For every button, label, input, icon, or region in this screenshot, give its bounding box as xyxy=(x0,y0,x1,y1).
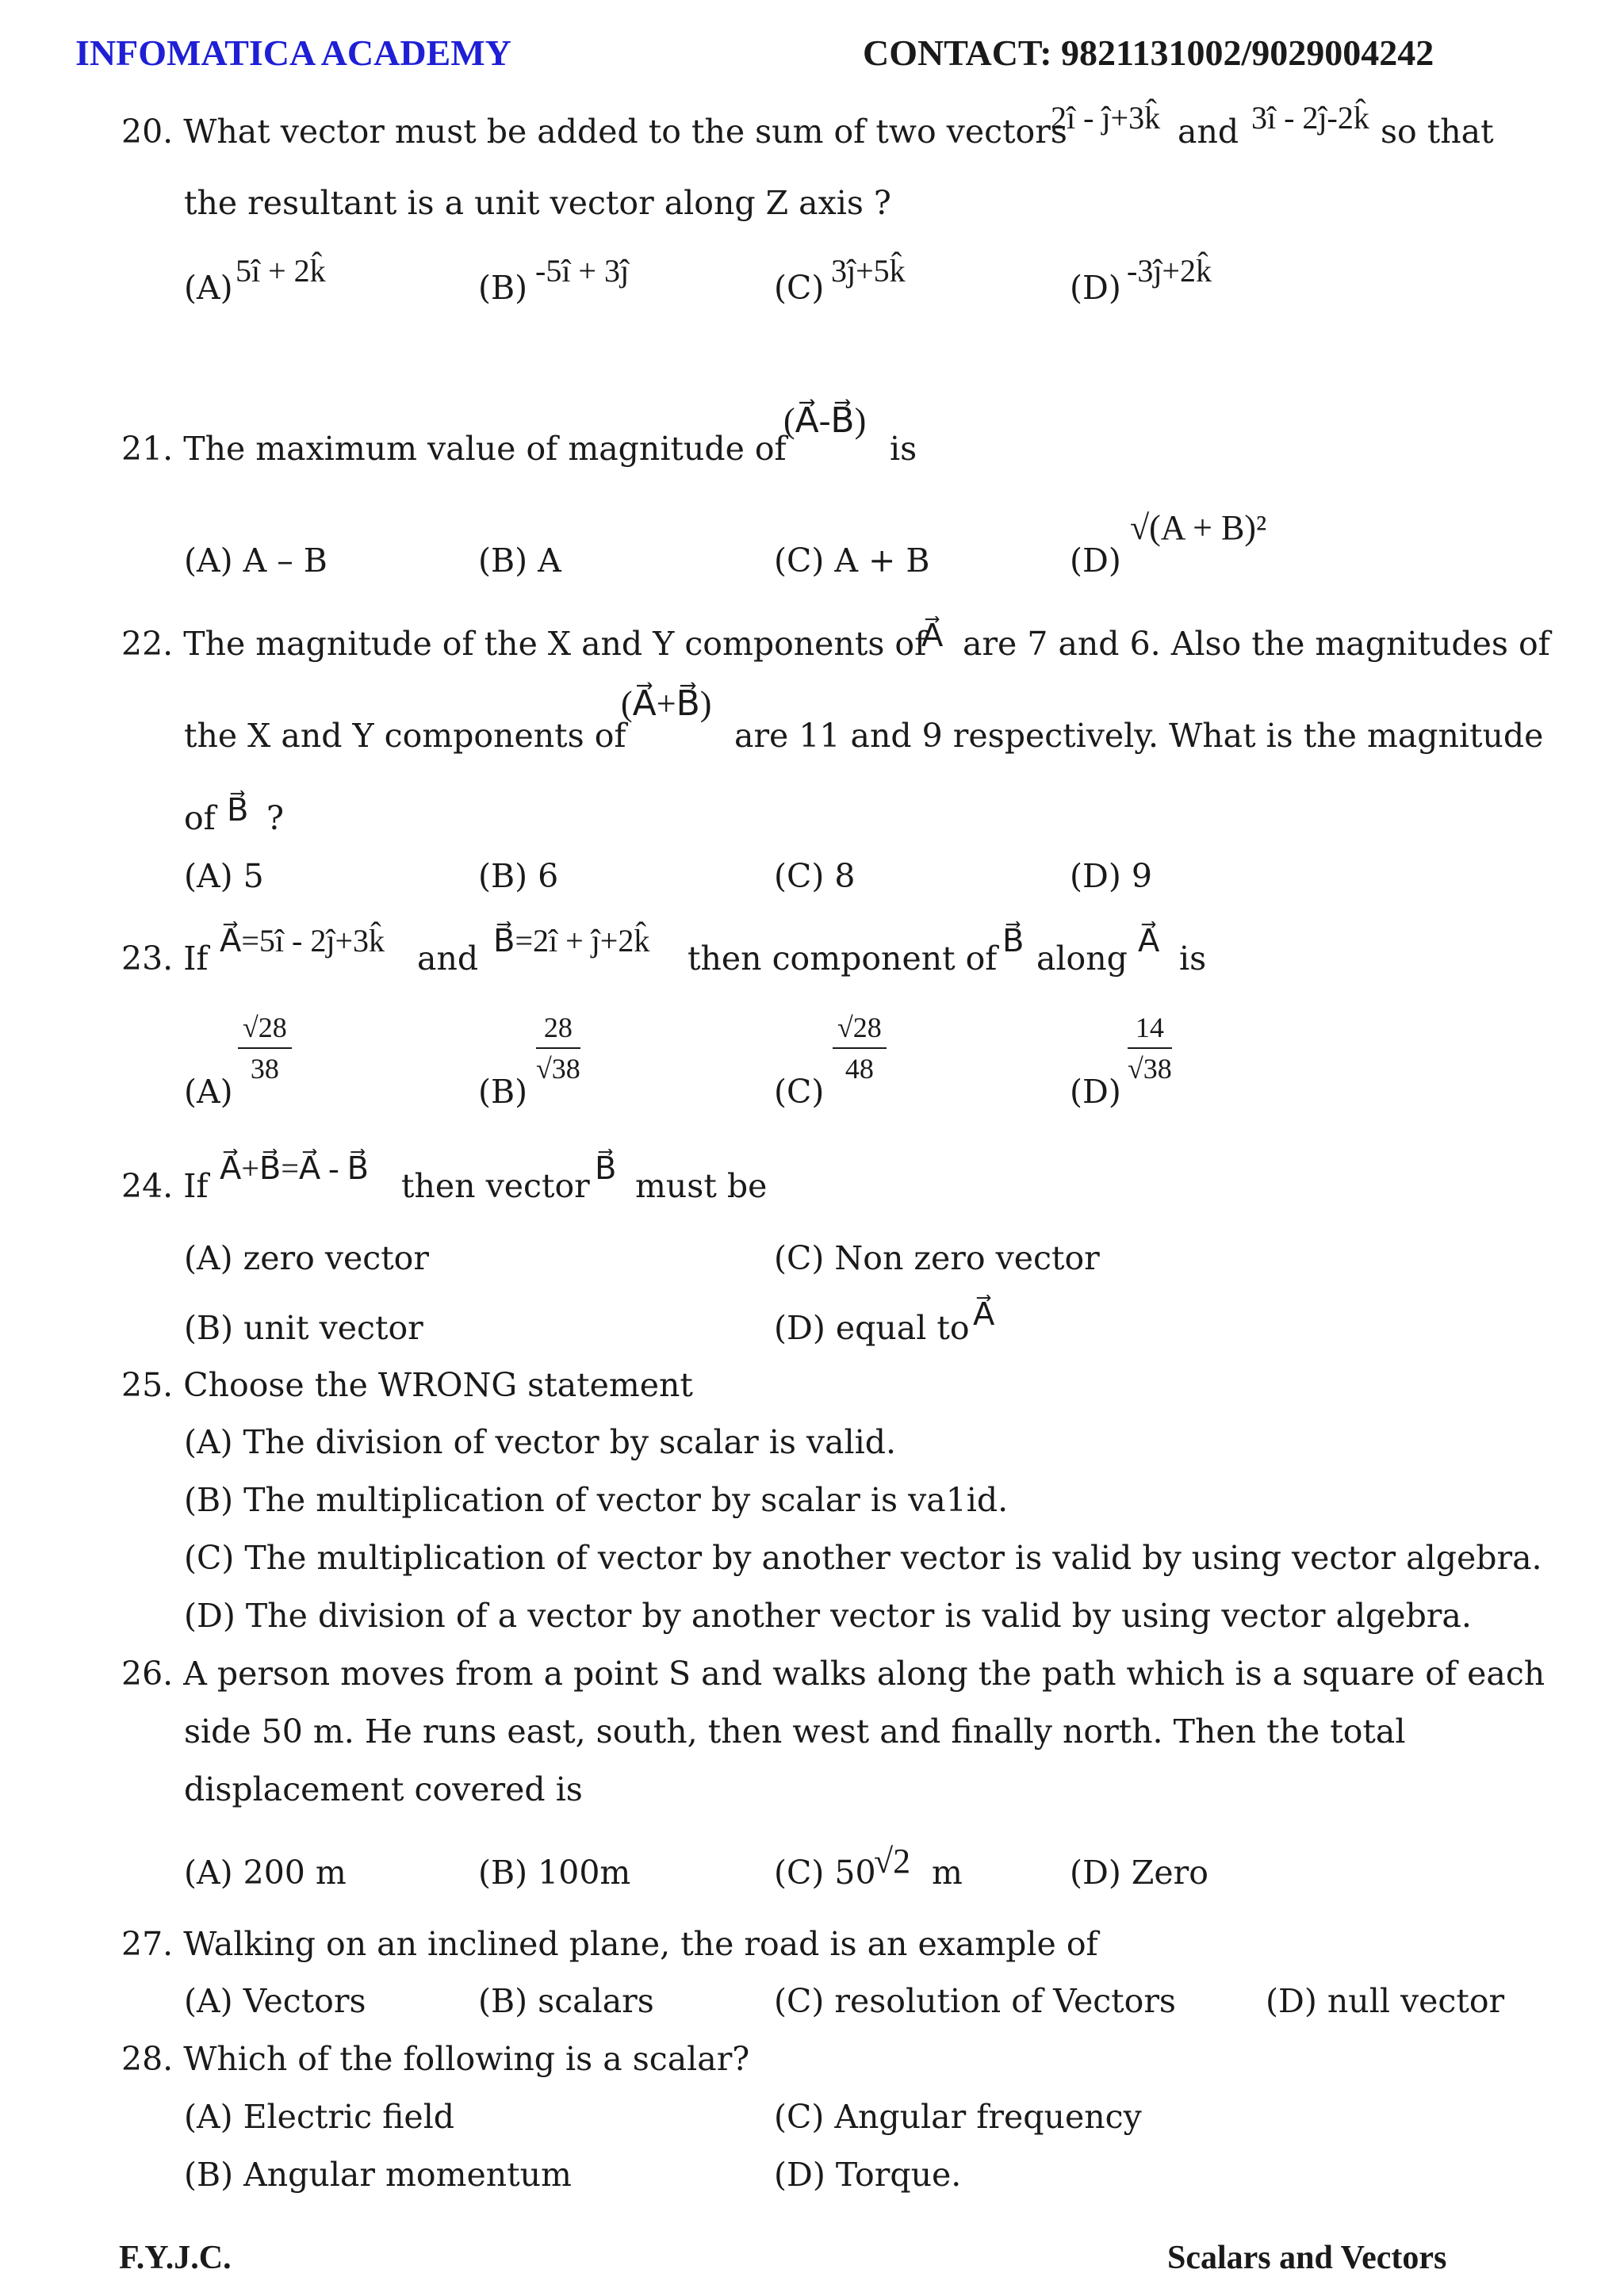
q22-option-b[interactable]: (B) 6 xyxy=(478,857,559,895)
q22-expression: (A⃗+B⃗) xyxy=(621,684,712,723)
q22-vector-a: A⃗ xyxy=(921,618,944,653)
q23-option-b-label[interactable]: (B) xyxy=(478,1073,528,1111)
q20-option-d-value: -3ĵ+2k̂ xyxy=(1127,253,1212,289)
q22-line2-end: are 11 and 9 respectively. What is the magnitude xyxy=(734,717,1544,755)
q21-stem: 21. The maximum value of magnitude of xyxy=(121,430,787,468)
q26-stem-line1: 26. A person moves from a point S and walks along the path which is a square of each xyxy=(121,1655,1545,1693)
q25-stem: 25. Choose the WRONG statement xyxy=(121,1366,693,1404)
q26-option-c-unit: m xyxy=(932,1854,963,1892)
q23-is: is xyxy=(1179,939,1207,978)
q20-option-c-label[interactable]: (C) xyxy=(774,269,825,307)
q21-stem-tail: is xyxy=(890,430,917,468)
q27-option-a[interactable]: (A) Vectors xyxy=(184,1982,366,2020)
q25-option-c[interactable]: (C) The multiplication of vector by another vector is valid by using vector algebra. xyxy=(184,1539,1542,1577)
q23-option-c-fraction xyxy=(833,1011,887,1085)
q20-and: and xyxy=(1178,113,1239,151)
q28-stem: 28. Which of the following is a scalar? xyxy=(121,2040,750,2078)
q20-option-b-label[interactable]: (B) xyxy=(478,269,528,307)
q24-stem-mid: then vector xyxy=(401,1167,590,1205)
q22-option-c[interactable]: (C) 8 xyxy=(774,857,856,895)
q23-vector-b: B⃗ xyxy=(1002,923,1025,959)
footer-chapter: Scalars and Vectors xyxy=(1167,2240,1447,2276)
q24-option-d-vector: A⃗ xyxy=(973,1296,995,1332)
q23-and: and xyxy=(417,939,479,978)
q22-line3-start: of xyxy=(184,799,216,837)
q24-option-a[interactable]: (A) zero vector xyxy=(184,1239,429,1277)
q23-vector-b-expression: B⃗=2î + ĵ+2k̂ xyxy=(493,923,650,959)
q22-line1-start: 22. The magnitude of the X and Y components of xyxy=(121,625,927,663)
q26-option-c-root: √2 xyxy=(874,1842,911,1881)
q23-option-b-numerator: 28 xyxy=(536,1011,580,1049)
q26-option-a[interactable]: (A) 200 m xyxy=(184,1854,347,1892)
q23-option-d-denominator: √38 xyxy=(1128,1053,1172,1085)
academy-name: INFOMATICA ACADEMY xyxy=(75,33,511,73)
q23-vector-a: A⃗ xyxy=(1138,923,1160,959)
q20-option-b-value: -5î + 3ĵ xyxy=(535,253,630,289)
q23-option-d-numerator: 14 xyxy=(1128,1011,1172,1049)
q24-option-c[interactable]: (C) Non zero vector xyxy=(774,1239,1100,1277)
q23-option-c-numerator: √28 xyxy=(833,1011,887,1049)
q20-option-d-label[interactable]: (D) xyxy=(1070,269,1121,307)
q20-option-a-value: 5î + 2k̂ xyxy=(236,253,326,289)
q25-option-a[interactable]: (A) The division of vector by scalar is valid. xyxy=(184,1423,897,1461)
q20-vector-2: 3î - 2ĵ-2k̂ xyxy=(1251,100,1369,136)
q20-option-c-value: 3ĵ+5k̂ xyxy=(831,253,906,289)
q23-if: 23. If xyxy=(121,939,209,978)
q24-vector-b: B⃗ xyxy=(595,1150,617,1186)
q21-option-a[interactable]: (A) A – B xyxy=(184,541,327,580)
q22-line2-start: the X and Y components of xyxy=(184,717,626,755)
q21-expression: (A⃗-B⃗) xyxy=(783,401,867,440)
q23-option-a-fraction xyxy=(238,1011,292,1085)
q24-option-d[interactable]: (D) equal to xyxy=(774,1309,970,1347)
q21-option-d-value: √(A + B)² xyxy=(1130,508,1267,547)
q22-line3-end: ? xyxy=(266,799,284,837)
q21-option-d-label[interactable]: (D) xyxy=(1070,541,1121,580)
q25-option-b[interactable]: (B) The multiplication of vector by scalar is va1id. xyxy=(184,1481,1009,1519)
q23-option-b-denominator: √38 xyxy=(536,1053,580,1085)
q24-option-b[interactable]: (B) unit vector xyxy=(184,1309,423,1347)
q20-stem-line2: the resultant is a unit vector along Z axis ? xyxy=(184,184,891,222)
q23-vector-a-expression: A⃗=5î - 2ĵ+3k̂ xyxy=(220,923,385,959)
q22-vector-b: B⃗ xyxy=(227,792,249,828)
q23-option-d-label[interactable]: (D) xyxy=(1070,1073,1121,1111)
q23-option-c-label[interactable]: (C) xyxy=(774,1073,825,1111)
q23-option-a-numerator: √28 xyxy=(238,1011,292,1049)
q26-option-c[interactable]: (C) 50 xyxy=(774,1854,876,1892)
q24-expression: A⃗+B⃗=A⃗ - B⃗ xyxy=(220,1150,370,1186)
q24-if: 24. If xyxy=(121,1167,209,1205)
contact-info: CONTACT: 9821131002/9029004242 xyxy=(863,33,1434,73)
q22-option-d[interactable]: (D) 9 xyxy=(1070,857,1152,895)
q26-stem-line3: displacement covered is xyxy=(184,1770,583,1808)
q20-stem-line1: 20. What vector must be added to the sum of two vectors xyxy=(121,113,1067,151)
q21-option-c[interactable]: (C) A + B xyxy=(774,541,930,580)
q27-option-d[interactable]: (D) null vector xyxy=(1266,1982,1505,2020)
q23-stem-mid: then component of xyxy=(688,939,998,978)
q22-line1-end: are 7 and 6. Also the magnitudes of xyxy=(963,625,1550,663)
q27-option-b[interactable]: (B) scalars xyxy=(478,1982,654,2020)
q27-option-c[interactable]: (C) resolution of Vectors xyxy=(774,1982,1176,2020)
q22-option-a[interactable]: (A) 5 xyxy=(184,857,264,895)
q20-stem-tail: so that xyxy=(1381,113,1494,151)
q23-option-c-denominator: 48 xyxy=(845,1053,874,1085)
q26-option-b[interactable]: (B) 100m xyxy=(478,1854,631,1892)
q28-option-b[interactable]: (B) Angular momentum xyxy=(184,2156,572,2194)
q24-stem-tail: must be xyxy=(635,1167,768,1205)
q21-option-b[interactable]: (B) A xyxy=(478,541,561,580)
q20-option-a-label[interactable]: (A) xyxy=(184,269,233,307)
q27-stem: 27. Walking on an inclined plane, the road is an example of xyxy=(121,1925,1098,1963)
q20-vector-1: 2î - ĵ+3k̂ xyxy=(1051,100,1161,136)
q28-option-a[interactable]: (A) Electric field xyxy=(184,2098,455,2136)
q23-option-b-fraction xyxy=(536,1011,580,1085)
q23-option-a-denominator: 38 xyxy=(250,1053,279,1085)
q23-option-a-label[interactable]: (A) xyxy=(184,1073,233,1111)
q28-option-d[interactable]: (D) Torque. xyxy=(774,2156,962,2194)
q26-option-d[interactable]: (D) Zero xyxy=(1070,1854,1208,1892)
q26-stem-line2: side 50 m. He runs east, south, then west and finally north. Then the total xyxy=(184,1712,1406,1751)
q23-option-d-fraction xyxy=(1128,1011,1172,1085)
q25-option-d[interactable]: (D) The division of a vector by another vector is valid by using vector algebra. xyxy=(184,1597,1472,1635)
q28-option-c[interactable]: (C) Angular frequency xyxy=(774,2098,1142,2136)
q23-along: along xyxy=(1036,939,1128,978)
footer-class: F.Y.J.C. xyxy=(119,2240,232,2276)
